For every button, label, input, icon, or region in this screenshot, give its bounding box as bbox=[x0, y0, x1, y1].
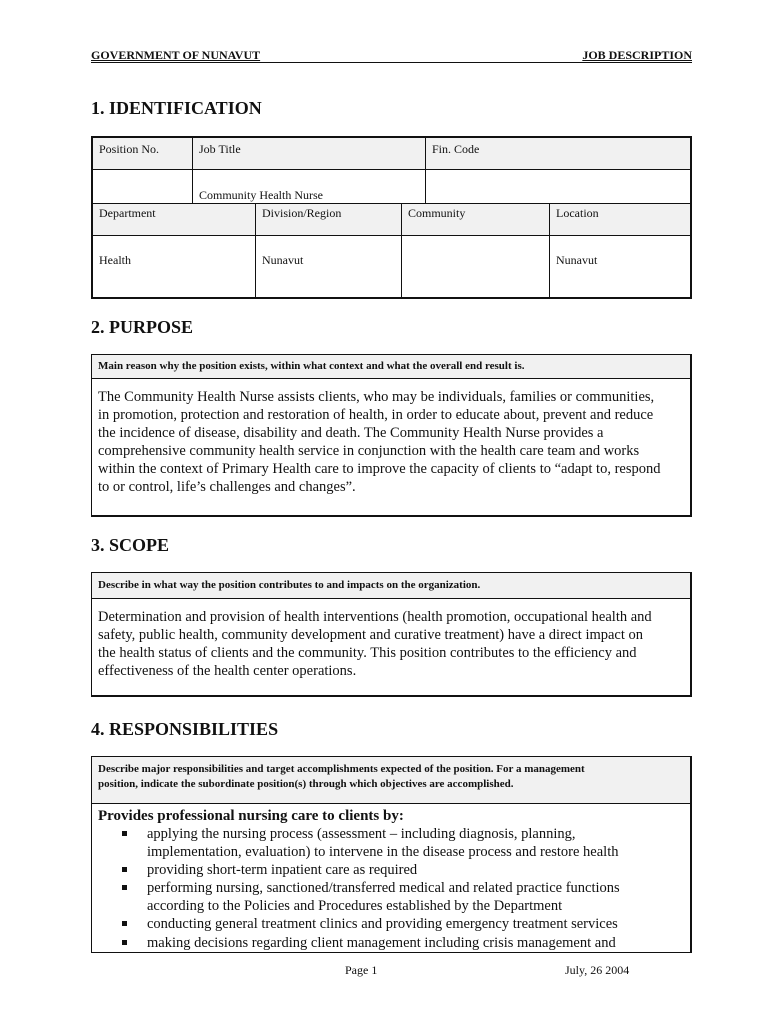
scope-text bbox=[92, 608, 690, 680]
bullet-icon bbox=[122, 831, 127, 836]
identification-table bbox=[91, 136, 692, 299]
list-item-line: according to the Policies and Procedures established by the Department bbox=[147, 898, 563, 915]
purpose-line: the incidence of disease, disability and death. The Community Health Nurse provides a bbox=[98, 425, 604, 442]
list-item-line: applying the nursing process (assessment – including diagnosis, planning, bbox=[147, 826, 576, 842]
community-label-cell bbox=[402, 204, 550, 236]
job-title-label: Job Title bbox=[199, 142, 241, 156]
purpose-line: in promotion, protection and restoration of health, in order to educate about, prevent and reduce bbox=[98, 407, 654, 424]
location-label: Location bbox=[556, 206, 599, 220]
scope-box bbox=[91, 572, 692, 697]
list-item bbox=[98, 934, 684, 952]
responsibilities-list bbox=[98, 825, 684, 952]
responsibilities-box bbox=[91, 756, 692, 953]
list-item-line: providing short-term inpatient care as required bbox=[147, 862, 418, 879]
location-value: Nunavut bbox=[556, 253, 598, 267]
list-item bbox=[98, 915, 684, 933]
division-label: Division/Region bbox=[262, 206, 342, 220]
bullet-icon bbox=[122, 885, 127, 890]
list-item bbox=[98, 861, 684, 879]
position-no-label-cell bbox=[93, 138, 193, 170]
section-title-responsibilities: 4. RESPONSIBILITIES bbox=[91, 719, 279, 739]
community-label: Community bbox=[408, 206, 466, 220]
responsibilities-instruction-line: position, indicate the subordinate position(s) through which objectives are accomplished. bbox=[98, 778, 514, 790]
bullet-icon bbox=[122, 940, 127, 945]
section-title-identification: 1. IDENTIFICATION bbox=[91, 98, 262, 118]
department-label-cell bbox=[93, 204, 256, 236]
section-title-purpose: 2. PURPOSE bbox=[91, 317, 194, 337]
list-item-line: performing nursing, sanctioned/transferred medical and related practice functions bbox=[147, 880, 620, 897]
community-value-cell bbox=[402, 236, 550, 297]
purpose-text bbox=[92, 388, 690, 497]
responsibilities-instruction bbox=[92, 757, 690, 804]
division-value-cell bbox=[256, 236, 402, 297]
list-item-line: conducting general treatment clinics and providing emergency treatment services bbox=[147, 916, 618, 933]
scope-line: safety, public health, community development and curative treatment) have a direct impact on bbox=[98, 627, 644, 644]
department-value: Health bbox=[99, 253, 131, 267]
list-item bbox=[98, 879, 684, 915]
job-title-value-cell bbox=[193, 170, 426, 204]
scope-line: the health status of clients and the community. This position contributes to the efficiency and bbox=[98, 645, 637, 662]
fin-code-value-cell bbox=[426, 170, 690, 204]
organization-name: GOVERNMENT OF NUNAVUT bbox=[91, 48, 261, 62]
document-header bbox=[91, 48, 692, 63]
bullet-icon bbox=[122, 867, 127, 872]
responsibilities-heading: Provides professional nursing care to clients by: bbox=[98, 808, 404, 824]
job-title-value: Community Health Nurse bbox=[199, 188, 323, 202]
division-value: Nunavut bbox=[262, 253, 304, 267]
position-no-value-cell bbox=[93, 170, 193, 204]
list-item-line: implementation, evaluation) to intervene in the disease process and restore health bbox=[147, 844, 619, 861]
section-title-scope: 3. SCOPE bbox=[91, 535, 170, 555]
purpose-instruction: Main reason why the position exists, within what context and what the overall end result is. bbox=[92, 355, 690, 379]
scope-instruction: Describe in what way the position contributes to and impacts on the organization. bbox=[92, 573, 690, 599]
scope-line: Determination and provision of health interventions (health promotion, occupational health and bbox=[98, 609, 652, 625]
department-value-cell bbox=[93, 236, 256, 297]
purpose-line: to or control, life’s challenges and changes”. bbox=[98, 479, 356, 496]
department-label: Department bbox=[99, 206, 156, 220]
page-number: Page 1 bbox=[345, 963, 378, 977]
footer-date: July, 26 2004 bbox=[565, 963, 630, 977]
list-item bbox=[98, 825, 684, 861]
responsibilities-instruction-line: Describe major responsibilities and target accomplishments expected of the position. For a management bbox=[98, 763, 585, 775]
purpose-line: within the context of Primary Health care to improve the capacity of clients to “adapt to, respond bbox=[98, 461, 661, 478]
location-label-cell bbox=[550, 204, 690, 236]
purpose-line: The Community Health Nurse assists clients, who may be individuals, families or communities, bbox=[98, 389, 655, 405]
fin-code-label: Fin. Code bbox=[432, 142, 480, 156]
division-label-cell bbox=[256, 204, 402, 236]
purpose-line: comprehensive community health service in conjunction with the health care team and works bbox=[98, 443, 640, 460]
job-title-label-cell bbox=[193, 138, 426, 170]
fin-code-label-cell bbox=[426, 138, 690, 170]
bullet-icon bbox=[122, 921, 127, 926]
responsibilities-text bbox=[92, 807, 690, 952]
scope-line: effectiveness of the health center operations. bbox=[98, 663, 357, 680]
location-value-cell bbox=[550, 236, 690, 297]
list-item-line: making decisions regarding client management including crisis management and bbox=[147, 934, 616, 951]
purpose-box bbox=[91, 354, 692, 517]
document-type: JOB DESCRIPTION bbox=[582, 48, 692, 62]
position-no-label: Position No. bbox=[99, 142, 160, 156]
